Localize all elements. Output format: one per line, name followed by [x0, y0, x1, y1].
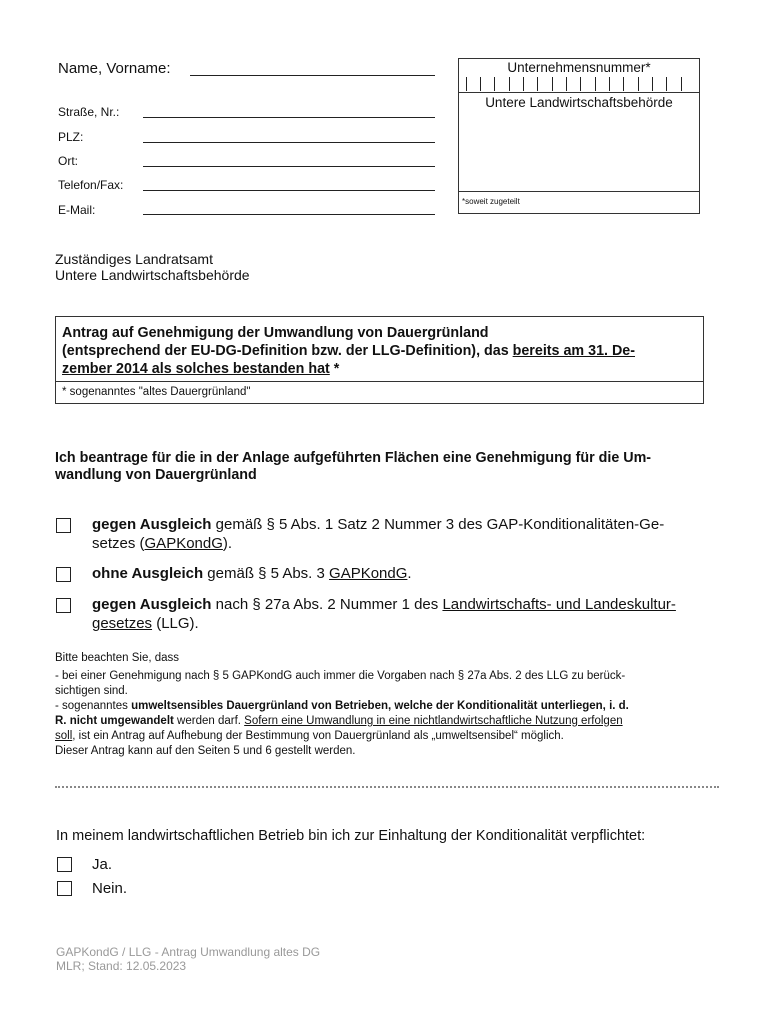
notes-pages: Dieser Antrag kann auf den Seiten 5 und 6 gestellt werden. [55, 745, 356, 757]
option-no-compensation-checkbox[interactable] [56, 567, 71, 582]
option2-gapkondg-link[interactable]: GAPKondG [329, 565, 408, 582]
option2-bold: ohne Ausgleich [92, 565, 204, 582]
notes-item2-underlined1: Sofern eine Umwandlung in eine nichtlandwirtschaftliche Nutzung erfolgen [244, 715, 623, 727]
street-field[interactable] [143, 117, 435, 118]
ort-field[interactable] [143, 166, 435, 167]
request-text [55, 450, 715, 484]
name-label: Name, Vorname: [58, 60, 171, 77]
title-line3-underlined: zember 2014 als solches bestanden hat [62, 361, 330, 377]
conditionality-no-checkbox[interactable] [57, 881, 72, 896]
notes-item1-line1: - bei einer Genehmigung nach § 5 GAPKondG auch immer die Vorgaben nach § 27a Abs. 2 des LLG zu berück- [55, 670, 626, 682]
footer-line2: MLR; Stand: 12.05.2023 [56, 959, 187, 973]
option1-bold: gegen Ausgleich [92, 516, 212, 533]
title-footnote: * sogenanntes "altes Dauergrünland" [62, 386, 251, 398]
conditionality-no-label: Nein. [92, 880, 128, 897]
title-line1: Antrag auf Genehmigung der Umwandlung von Dauergrünland [62, 325, 489, 341]
box-footnote: *soweit zugeteilt [462, 197, 520, 206]
authority-label: Untere Landwirtschaftsbehörde [485, 95, 673, 110]
title-line3-suffix: * [329, 361, 340, 377]
conditionality-yes-checkbox[interactable] [57, 857, 72, 872]
option3-text1: nach § 27a Abs. 2 Nummer 1 des [211, 596, 443, 613]
phone-field[interactable] [143, 190, 435, 191]
recipient-line2: Untere Landwirtschaftsbehörde [55, 267, 250, 283]
conditionality-question: In meinem landwirtschaftlichen Betrieb bin ich zur Einhaltung der Konditionalität verpflichtet: [56, 828, 646, 844]
request-line1: Ich beantrage für die in der Anlage aufgeführten Flächen eine Genehmigung für die Um- [55, 450, 652, 466]
recipient-line1: Zuständiges Landratsamt [55, 251, 213, 267]
name-field[interactable] [190, 75, 435, 76]
ort-label: Ort: [58, 154, 78, 168]
notes-item2-underlined2: soll [55, 730, 73, 742]
option2-suffix: . [407, 565, 412, 582]
option-compensation-llg-label [92, 595, 712, 633]
option1-text2-prefix: setzes ( [92, 535, 145, 552]
option1-text1: gemäß § 5 Abs. 1 Satz 2 Nummer 3 des GAP-Konditionalitäten-Ge- [211, 516, 665, 533]
option-no-compensation-label [92, 564, 712, 583]
notes-item1-line2: sichtigen sind. [55, 685, 128, 697]
option1-text2-suffix: ). [222, 535, 233, 552]
title-line2-prefix: (entsprechend der EU-DG-Definition bzw. der LLG-Definition), das [62, 343, 513, 359]
email-field[interactable] [143, 214, 435, 215]
option3-bold: gegen Ausgleich [92, 596, 212, 613]
notes-intro: Bitte beachten Sie, dass [55, 652, 180, 664]
option3-llg-link2[interactable]: gesetzes [92, 615, 153, 632]
notes-block [55, 651, 705, 759]
dotted-separator [55, 786, 719, 788]
form-title [62, 324, 697, 378]
plz-field[interactable] [143, 142, 435, 143]
option-compensation-gapkondg-label [92, 515, 712, 553]
request-line2: wandlung von Dauergrünland [55, 467, 257, 483]
notes-item2-bold2: R. nicht umgewandelt [55, 715, 174, 727]
footer [56, 945, 320, 973]
email-label: E-Mail: [58, 203, 96, 217]
option-compensation-llg-checkbox[interactable] [56, 598, 71, 613]
phone-label: Telefon/Fax: [58, 178, 124, 192]
notes-item2-mid: werden darf. [173, 715, 245, 727]
notes-item2-end: , ist ein Antrag auf Aufhebung der Bestimmung von Dauergrünland als „umweltsensibel“ möglich. [72, 730, 564, 742]
recipient-address [55, 251, 250, 283]
notes-item2-bold1: umweltsensibles Dauergrünland von Betrieben, welche der Konditionalität unterliegen, i. d. [131, 700, 629, 712]
conditionality-yes-label: Ja. [92, 856, 113, 873]
street-label: Straße, Nr.: [58, 105, 120, 119]
option3-suffix: (LLG). [152, 615, 199, 632]
company-number-label: Unternehmensnummer* [507, 60, 651, 75]
plz-label: PLZ: [58, 130, 84, 144]
option1-gapkondg-link[interactable]: GAPKondG [144, 535, 223, 552]
option2-text1: gemäß § 5 Abs. 3 [203, 565, 330, 582]
title-line2-underlined: bereits am 31. De- [512, 343, 636, 359]
notes-item2-prefix: - sogenanntes [55, 700, 132, 712]
footer-line1: GAPKondG / LLG - Antrag Umwandlung altes DG [56, 945, 321, 959]
option-compensation-gapkondg-checkbox[interactable] [56, 518, 71, 533]
option3-llg-link1[interactable]: Landwirtschafts- und Landeskultur- [442, 596, 676, 613]
